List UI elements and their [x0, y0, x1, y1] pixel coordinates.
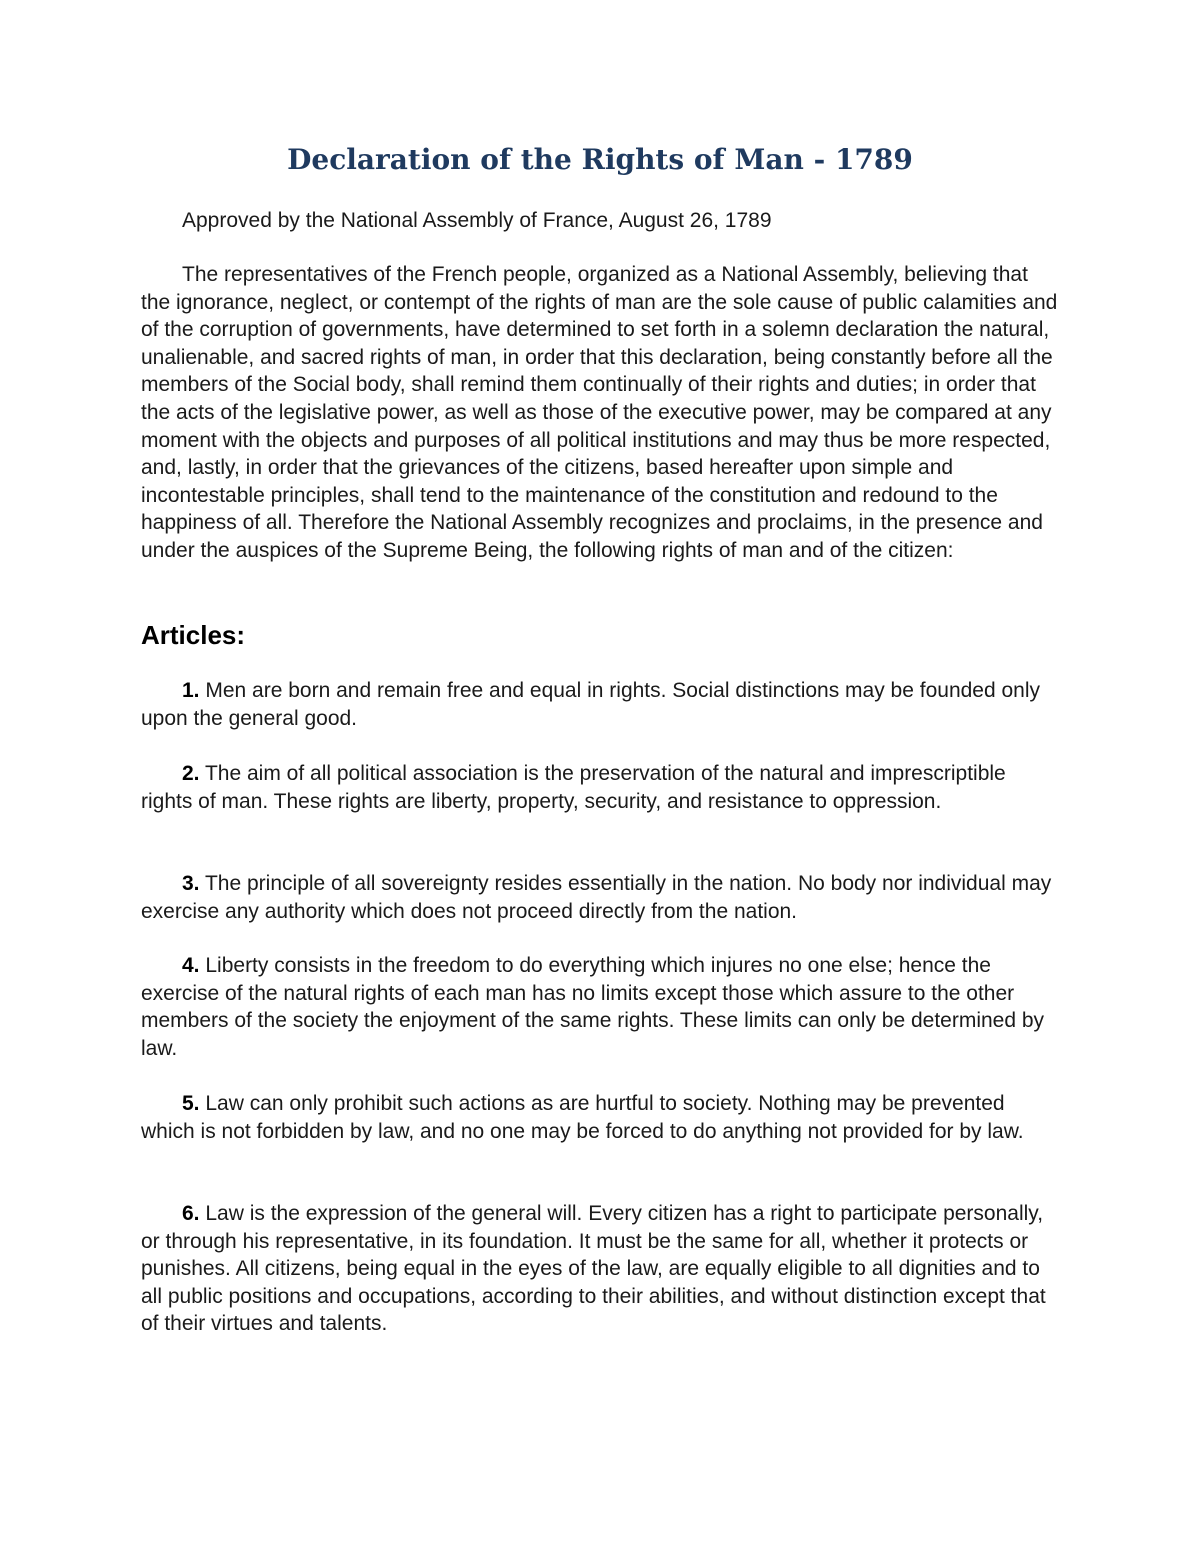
preamble-paragraph: The representatives of the French people, organized as a National Assembly, believing that the ignorance, neglect, or contempt of the rights of man are the sole cause of public calamities and of the corruption of governments, have determined to set forth in a solemn declaration the natural, unalienable, and sacred rights of man, in order that this declaration, being constantly before all the members of the Social body, shall remind them continually of their rights and duties; in order that the acts of the legislative power, as well as those of the executive power, may be compared at any moment with the objects and purposes of all political institutions and may thus be more respected, and, lastly, in order that the grievances of the citizens, based hereafter upon simple and incontestable principles, shall tend to the maintenance of the constitution and redound to the happiness of all. Therefore the National Assembly recognizes and proclaims, in the presence and under the auspices of the Supreme Being, the following rights of man and of the citizen:: [141, 263, 1058, 562]
article-2: [141, 760, 1061, 815]
article-number: 1.: [182, 679, 200, 702]
article-text: Liberty consists in the freedom to do everything which injures no one else; hence the exercise of the natural rights of each man has no limits except those which assure to the other members of the society the enjoyment of the same rights. These limits can only be determined by law.: [141, 954, 1045, 1060]
article-text: Law is the expression of the general will. Every citizen has a right to participate personally, or through his representative, in its foundation. It must be the same for all, whether it protects or punishes. All citizens, being equal in the eyes of the law, are equally eligible to all dignities and to all public positions and occupations, according to their abilities, and without distinction except that of their virtues and talents.: [141, 1202, 1046, 1336]
article-5: [141, 1090, 1061, 1145]
article-number: 2.: [182, 762, 200, 785]
article-4: [141, 952, 1061, 1062]
document-title: Declaration of the Rights of Man - 1789: [287, 143, 913, 176]
article-text: The aim of all political association is the preservation of the natural and imprescriptible rights of man. These rights are liberty, property, security, and resistance to oppression.: [141, 762, 1006, 813]
article-6: [141, 1200, 1061, 1338]
article-number: 6.: [182, 1202, 200, 1225]
article-1: [141, 677, 1061, 732]
article-text: Men are born and remain free and equal in rights. Social distinctions may be founded only upon the general good.: [141, 679, 1041, 730]
article-number: 3.: [182, 872, 200, 895]
article-number: 4.: [182, 954, 200, 977]
article-3: [141, 870, 1061, 925]
article-number: 5.: [182, 1092, 200, 1115]
article-text: The principle of all sovereignty resides essentially in the nation. No body nor individual may exercise any authority which does not proceed directly from the nation.: [141, 872, 1052, 923]
article-text: Law can only prohibit such actions as are hurtful to society. Nothing may be prevented which is not forbidden by law, and no one may be forced to do anything not provided for by law.: [141, 1092, 1024, 1143]
articles-heading: Articles:: [141, 620, 246, 650]
document-subtitle: Approved by the National Assembly of France, August 26, 1789: [182, 209, 772, 232]
